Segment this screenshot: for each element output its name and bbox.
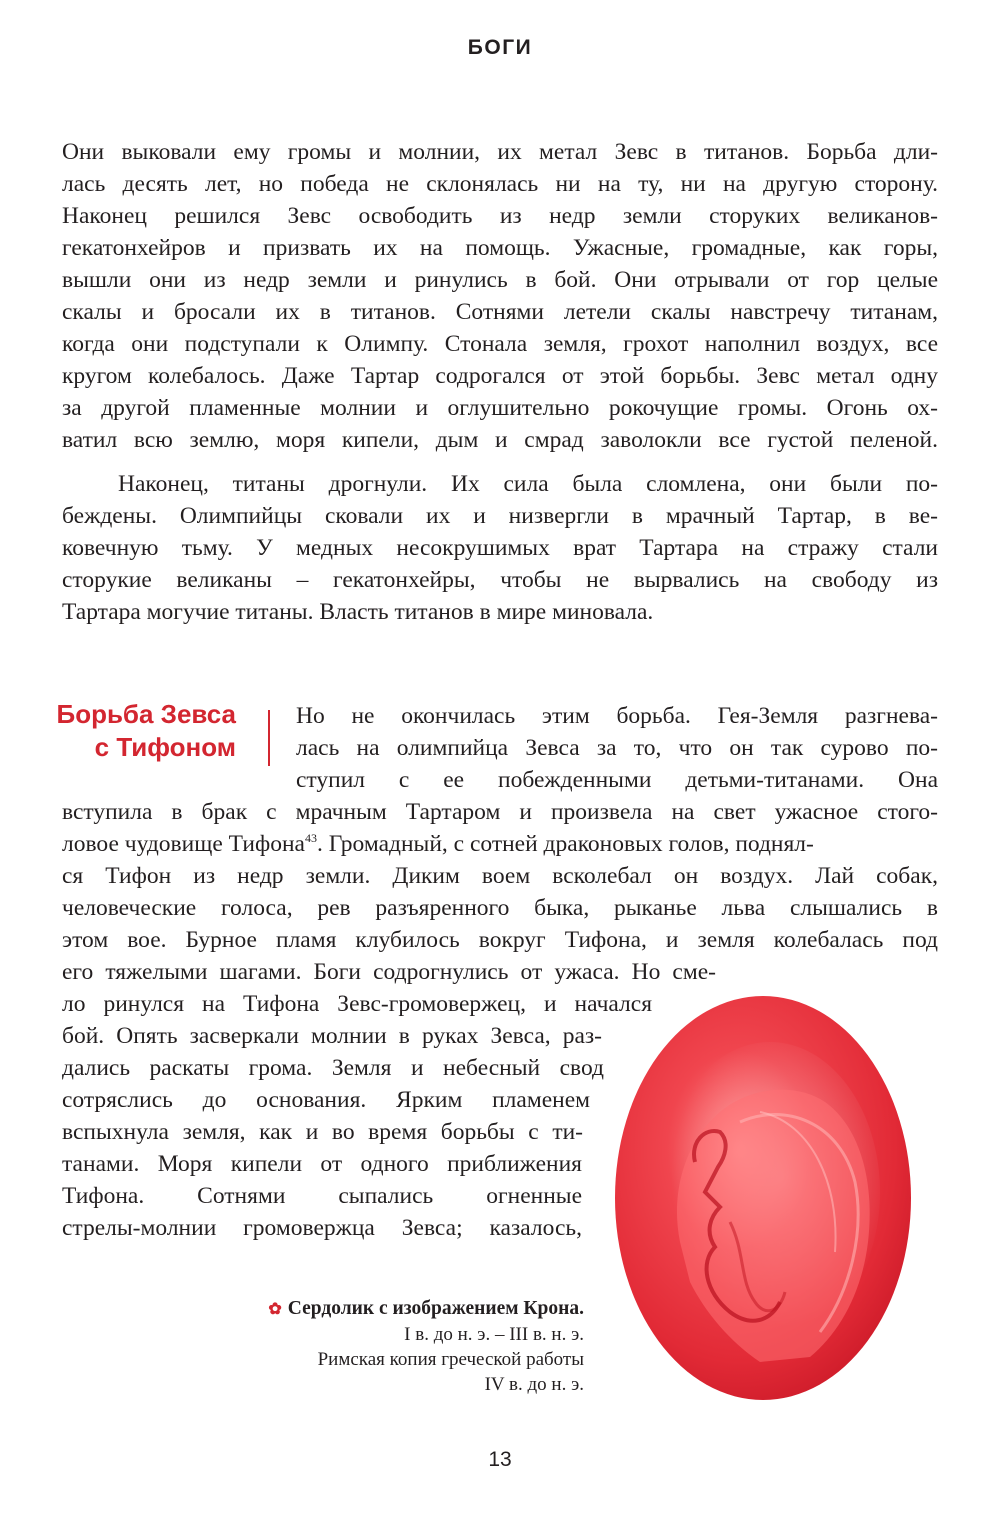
text-line: вспыхнула земля, как и во время борьбы с ти- [62, 1119, 583, 1145]
text-line: когда они подступали к Олимпу. Стонала земля, грохот наполнил воздух, все [62, 331, 938, 357]
text-line: Наконец, титаны дрогнули. Их сила была сломлена, они были по- [118, 471, 938, 497]
text-segment: Громадный, с сотней драконовых голов, поднял- [328, 831, 814, 857]
text-line: бой. Опять засверкали молнии в руках Зевса, раз- [62, 1023, 602, 1049]
text-line: гекатонхейров и призвать их на помощь. Ужасные, громадные, как горы, [62, 235, 938, 261]
text-line: стрелы-молнии громовержца Зевса; казалось, [62, 1215, 582, 1241]
text-line: ло ринулся на Тифона Зевс-громовержец, и начался [62, 991, 652, 1017]
section-title-line-2: с Тифоном [94, 732, 236, 762]
text-line: Наконец решился Зевс освободить из недр земли сторуких великанов- [62, 203, 938, 229]
text-line: этом вое. Бурное пламя клубилось вокруг Тифона, и земля колебалась под [62, 927, 938, 953]
text-line: беждены. Олимпийцы сковали их и низвергли в мрачный Тартар, в ве- [62, 503, 938, 529]
page-number: 13 [488, 1448, 512, 1471]
text-line: Тифона. Сотнями сыпались огненные [62, 1183, 582, 1209]
gem-illustration [610, 992, 916, 1404]
text-line: ся Тифон из недр земли. Диким воем всколебал он воздух. Лай собак, [62, 863, 938, 889]
text-line: танами. Моря кипели от одного приближения [62, 1151, 582, 1177]
text-line: сотряслись до основания. Ярким пламенем [62, 1087, 590, 1113]
text-line: ступил с ее побежденными детьми-титанами. Она [296, 767, 938, 793]
text-line: вышли они из недр земли и ринулись в бой. Они отрывали от гор целые [62, 267, 938, 293]
caption-line: Римская копия греческой работы [317, 1349, 584, 1370]
running-header: БОГИ [467, 36, 533, 59]
text-line: лась на олимпийца Зевса за то, что он так сурово по- [296, 735, 938, 761]
text-line: лась десять лет, но победа не склонялась ни на ту, ни на другую сторону. [62, 171, 938, 197]
fleuron-icon: ✿ [268, 1301, 282, 1318]
caption-title: ✿ Сердолик с изображением Крона. [268, 1298, 584, 1319]
text-line: человеческие голоса, рев разъяренного быка, рыканье льва слышались в [62, 895, 938, 921]
text-line: ватил всю землю, моря кипели, дым и смрад заволокли все густой пеленой. [62, 427, 938, 453]
footnote-ref[interactable]: 43 [304, 831, 317, 845]
text-line: его тяжелыми шагами. Боги содрогнулись от ужаса. Но сме- [62, 959, 716, 985]
carnelian-gem-image [610, 992, 916, 1404]
text-line: за другой пламенные молнии и оглушительно рокочущие громы. Огонь ох- [62, 395, 938, 421]
text-line: ковечную тьму. У медных несокрушимых врат Тартара на стражу стали [62, 535, 938, 561]
text-line: дались раскаты грома. Земля и небесный свод [62, 1055, 604, 1081]
text-line: скалы и бросали их в титанов. Сотнями летели скалы навстречу титанам, [62, 299, 938, 325]
text-segment: ловое чудовище Тифона [62, 831, 305, 857]
section-title-line-1: Борьба Зевса [56, 699, 236, 729]
text-line: Тартара могучие титаны. Власть титанов в мире миновала. [62, 599, 654, 625]
text-line: сторукие великаны – гекатонхейры, чтобы не вырвались на свободу из [62, 567, 938, 593]
caption-line: I в. до н. э. – III в. н. э. [404, 1324, 584, 1345]
caption-line: IV в. до н. э. [484, 1374, 584, 1395]
text-line: Они выковали ему громы и молнии, их метал Зевс в титанов. Борьба дли- [62, 139, 938, 165]
text-line: ловое чудовище Тифона$^{43}$. Громадный, с сотней драконовых голов, поднял- [62, 831, 814, 857]
section-title-rule [268, 710, 270, 766]
text-line: Но не окончилась этим борьба. Гея-Земля разгнева- [296, 703, 938, 729]
text-line: кругом колебалось. Даже Тартар содрогался от этой борьбы. Зевс метал одну [62, 363, 938, 389]
text-line: вступила в брак с мрачным Тартаром и произвела на свет ужасное стого- [62, 799, 938, 825]
